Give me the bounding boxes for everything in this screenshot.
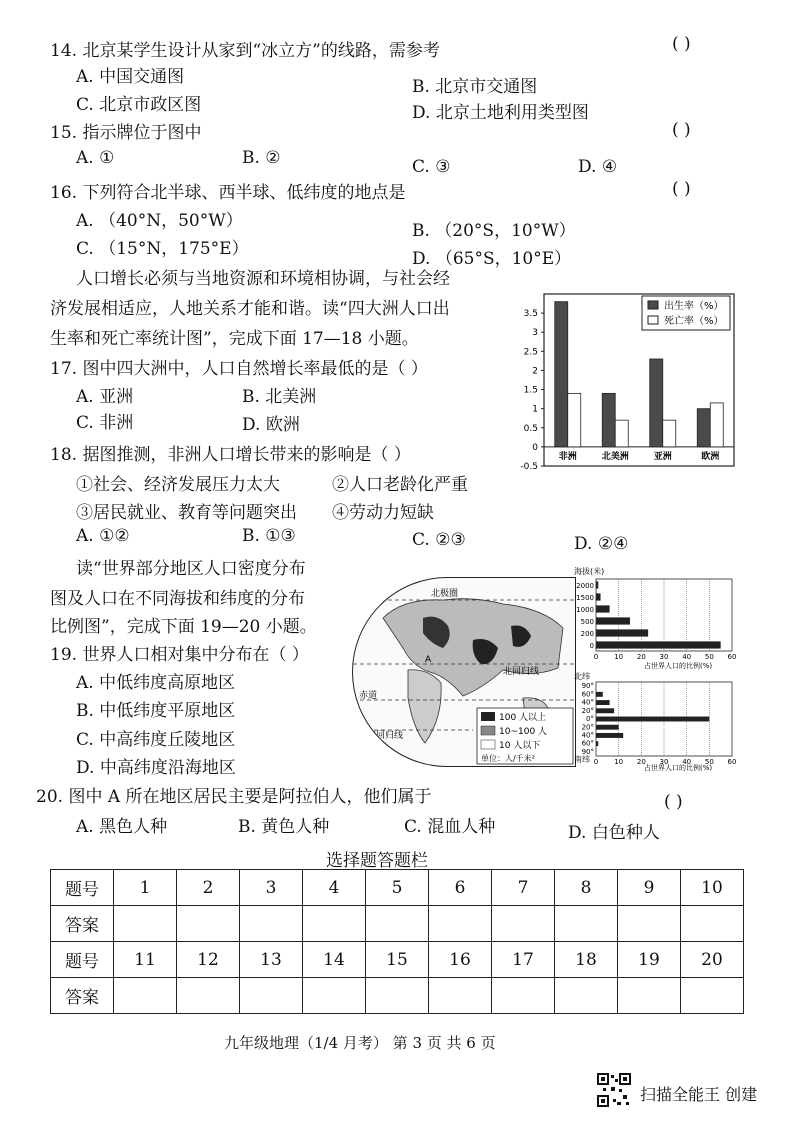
bar-birth xyxy=(697,409,710,447)
tropic-north-label: 北回归线 xyxy=(503,667,540,677)
question-number-cell: 15 xyxy=(366,942,429,978)
legend-medium-label: 10~100 人 xyxy=(499,727,548,737)
answer-cell[interactable] xyxy=(618,978,681,1014)
answer-cell[interactable] xyxy=(555,906,618,942)
q18-statement-3: ③居民就业、教育等问题突出 xyxy=(76,503,297,523)
x-tick-label: 0 xyxy=(593,653,599,661)
question-number-cell: 20 xyxy=(681,942,744,978)
question-number-cell: 10 xyxy=(681,870,744,906)
population-density-map xyxy=(352,577,576,767)
q20-stem: 20. 图中 A 所在地区居民主要是阿拉伯人，他们属于 xyxy=(36,787,432,807)
question-number-cell: 6 xyxy=(429,870,492,906)
latitude-ylabel: 北纬 xyxy=(574,672,590,681)
answer-cell[interactable] xyxy=(366,978,429,1014)
table-row xyxy=(51,870,744,906)
q15-option-a[interactable]: A. ① xyxy=(76,148,115,168)
answer-cell[interactable] xyxy=(429,978,492,1014)
q19-stem: 19. 世界人口相对集中分布在（ ） xyxy=(50,645,309,665)
intro17-line2: 济发展相适应，人地关系才能和谐。读“四大洲人口出 xyxy=(50,299,450,319)
q14-option-b[interactable]: B. 北京市交通图 xyxy=(412,77,538,97)
answer-cell[interactable] xyxy=(366,906,429,942)
x-tick-label: 50 xyxy=(704,653,714,661)
answer-cell[interactable] xyxy=(555,978,618,1014)
y-tick-label: 2.5 xyxy=(523,347,538,358)
bar xyxy=(596,708,614,713)
q15-option-d[interactable]: D. ④ xyxy=(578,157,618,177)
q14-option-a[interactable]: A. 中国交通图 xyxy=(76,67,185,87)
table-row xyxy=(51,942,744,978)
y-tick-label: 2 xyxy=(532,366,538,377)
category-label: 60° xyxy=(581,690,594,699)
answer-table xyxy=(50,869,744,1014)
intro19-line3: 比例图”，完成下面 19—20 小题。 xyxy=(50,617,317,637)
bar-death xyxy=(710,403,723,447)
question-number-cell: 19 xyxy=(618,942,681,978)
latitude-ylabel-south: 南纬 xyxy=(574,755,590,764)
intro17-line3: 生率和死亡率统计图”，完成下面 17—18 小题。 xyxy=(50,329,419,349)
q20-option-b[interactable]: B. 黄色人种 xyxy=(238,817,330,837)
answer-cell[interactable] xyxy=(492,906,555,942)
bar xyxy=(596,581,598,588)
intro17-line1: 人口增长必须与当地资源和环境相协调，与社会经 xyxy=(76,269,450,289)
answer-cell[interactable] xyxy=(114,906,177,942)
legend-unit-label: 单位：人/千米² xyxy=(481,754,535,763)
question-number-cell: 4 xyxy=(303,870,366,906)
category-label: 20° xyxy=(581,706,594,715)
page-footer: 九年级地理（1/4 月考） 第 3 页 共 6 页 xyxy=(224,1034,496,1052)
question-number-cell: 12 xyxy=(177,942,240,978)
q16-stem: 16. 下列符合北半球、西半球、低纬度的地点是 xyxy=(50,183,406,203)
question-number-cell: 14 xyxy=(303,942,366,978)
category-label: 90° xyxy=(581,747,594,756)
legend-death-swatch xyxy=(648,316,658,324)
category-label: 90° xyxy=(581,682,594,691)
q18-option-d[interactable]: D. ②④ xyxy=(574,534,629,554)
q17-option-a[interactable]: A. 亚洲 xyxy=(76,387,134,407)
answer-cell[interactable] xyxy=(177,906,240,942)
bar xyxy=(596,700,610,705)
bar-death xyxy=(663,420,676,447)
q16-option-a[interactable]: A. （40°N，50°W） xyxy=(76,211,243,231)
category-label: 60° xyxy=(581,739,594,748)
question-number-cell: 18 xyxy=(555,942,618,978)
q20-option-a[interactable]: A. 黑色人种 xyxy=(76,817,168,837)
q14-answer-paren[interactable]: ( ) xyxy=(672,34,691,54)
latitude-xlabel: 占世界人口的比例(%) xyxy=(644,764,713,772)
bar xyxy=(596,641,721,648)
question-number-cell: 5 xyxy=(366,870,429,906)
bar xyxy=(596,605,610,612)
q16-option-d[interactable]: D. （65°S，10°E） xyxy=(412,249,572,269)
q17-stem: 17. 图中四大洲中，人口自然增长率最低的是（ ） xyxy=(50,359,428,379)
q17-option-c[interactable]: C. 非洲 xyxy=(76,413,134,433)
q18-stem: 18. 据图推测，非洲人口增长带来的影响是（ ） xyxy=(50,445,411,465)
answer-cell[interactable] xyxy=(240,978,303,1014)
q17-option-d[interactable]: D. 欧洲 xyxy=(242,415,300,435)
q15-stem: 15. 指示牌位于图中 xyxy=(50,123,202,143)
scanner-brand-label: 扫描全能王 创建 xyxy=(640,1085,758,1104)
table-row xyxy=(51,906,744,942)
q15-option-b[interactable]: B. ② xyxy=(242,148,281,168)
x-tick-label: 0 xyxy=(593,758,599,766)
category-label: 欧洲 xyxy=(701,451,720,462)
bar-death xyxy=(568,393,581,447)
label-answer: 答案 xyxy=(51,906,114,942)
question-number-cell: 9 xyxy=(618,870,681,906)
x-tick-label: 30 xyxy=(659,758,669,766)
q18-statement-4: ④劳动力短缺 xyxy=(332,503,434,523)
answer-cell[interactable] xyxy=(114,978,177,1014)
q19-option-a[interactable]: A. 中低纬度高原地区 xyxy=(76,673,236,693)
category-label: 0 xyxy=(589,642,594,650)
legend-dense-label: 100 人以上 xyxy=(499,713,547,723)
category-label: 20° xyxy=(581,723,594,732)
y-tick-label: 1.5 xyxy=(523,385,538,396)
legend-medium-swatch xyxy=(481,726,495,735)
legend-dense-swatch xyxy=(481,712,495,721)
legend-death-label: 死亡率（%） xyxy=(664,316,724,327)
question-number-cell: 7 xyxy=(492,870,555,906)
x-tick-label: 40 xyxy=(682,758,692,766)
intro19-line2: 图及人口在不同海拔和纬度的分布 xyxy=(50,589,305,609)
y-tick-label: 1 xyxy=(532,404,538,415)
bar xyxy=(596,617,630,624)
answer-cell[interactable] xyxy=(240,906,303,942)
category-label: 亚洲 xyxy=(653,451,672,462)
bar-birth xyxy=(602,393,615,447)
bar xyxy=(596,593,601,600)
question-number-cell: 13 xyxy=(240,942,303,978)
category-label: 1500 xyxy=(576,594,594,602)
bar-death xyxy=(615,420,628,447)
question-number-cell: 3 xyxy=(240,870,303,906)
equator-label: 赤道 xyxy=(359,691,378,701)
x-tick-label: 20 xyxy=(636,653,646,661)
x-tick-label: 10 xyxy=(614,653,624,661)
answer-cell[interactable] xyxy=(429,906,492,942)
altitude-xlabel: 占世界人口的比例(%) xyxy=(644,662,713,670)
x-tick-label: 30 xyxy=(659,653,669,661)
bar xyxy=(596,717,709,722)
x-tick-label: 40 xyxy=(682,653,692,661)
bar-birth xyxy=(555,302,568,447)
y-tick-label: -0.5 xyxy=(520,462,538,472)
category-label: 40° xyxy=(581,698,594,707)
y-tick-label: 0 xyxy=(532,442,538,453)
answer-cell[interactable] xyxy=(681,978,744,1014)
africa-shape xyxy=(408,670,441,743)
q18-option-b[interactable]: B. ①③ xyxy=(242,526,296,546)
intro19-line1: 读“世界部分地区人口密度分布 xyxy=(76,559,306,579)
category-label: 500 xyxy=(580,618,594,626)
y-tick-label: 0.5 xyxy=(523,423,538,434)
q14-option-d[interactable]: D. 北京土地利用类型图 xyxy=(412,103,589,123)
q20-answer-paren[interactable]: ( ) xyxy=(664,792,683,812)
q18-statement-2: ②人口老龄化严重 xyxy=(332,475,468,495)
q15-answer-paren[interactable]: ( ) xyxy=(672,120,691,140)
legend-birth-swatch xyxy=(648,301,658,309)
question-number-cell: 17 xyxy=(492,942,555,978)
q19-option-d[interactable]: D. 中高纬度沿海地区 xyxy=(76,758,236,778)
q14-stem: 14. 北京某学生设计从家到“冰立方”的线路，需参考 xyxy=(50,41,440,61)
latitude-distribution-chart xyxy=(572,670,738,772)
y-tick-label: 3 xyxy=(532,328,538,339)
q17-option-b[interactable]: B. 北美洲 xyxy=(242,387,317,407)
bar xyxy=(596,733,623,738)
label-question-number: 题号 xyxy=(51,942,114,978)
answer-table-title: 选择题答题栏 xyxy=(326,851,428,871)
label-question-number: 题号 xyxy=(51,870,114,906)
bar xyxy=(596,725,619,730)
answer-cell[interactable] xyxy=(303,906,366,942)
bar xyxy=(596,741,598,746)
answer-cell[interactable] xyxy=(303,978,366,1014)
q15-option-c[interactable]: C. ③ xyxy=(412,157,451,177)
q18-statement-1: ①社会、经济发展压力太大 xyxy=(76,475,280,495)
legend-sparse-swatch xyxy=(481,740,495,749)
answer-cell[interactable] xyxy=(492,978,555,1014)
question-number-cell: 2 xyxy=(177,870,240,906)
q19-option-c[interactable]: C. 中高纬度丘陵地区 xyxy=(76,730,236,750)
altitude-ylabel: 海拔(米) xyxy=(574,567,605,576)
q16-option-c[interactable]: C. （15°N，175°E） xyxy=(76,239,249,259)
x-tick-label: 60 xyxy=(727,758,737,766)
tropic-south-label: 南回归线 xyxy=(367,731,404,741)
q18-option-c[interactable]: C. ②③ xyxy=(412,530,466,550)
q16-answer-paren[interactable]: ( ) xyxy=(672,179,691,199)
category-label: 40° xyxy=(581,731,594,740)
bar-birth xyxy=(650,359,663,447)
q20-option-d[interactable]: D. 白色种人 xyxy=(568,823,660,843)
q14-option-c[interactable]: C. 北京市政区图 xyxy=(76,95,202,115)
answer-cell[interactable] xyxy=(681,906,744,942)
question-number-cell: 8 xyxy=(555,870,618,906)
answer-cell[interactable] xyxy=(618,906,681,942)
question-number-cell: 11 xyxy=(114,942,177,978)
north-pole-circle-label: 北极圈 xyxy=(431,589,459,599)
altitude-distribution-chart xyxy=(572,565,738,670)
legend-birth-label: 出生率（%） xyxy=(664,301,724,312)
label-answer: 答案 xyxy=(51,978,114,1014)
category-label: 非洲 xyxy=(558,451,577,462)
question-number-cell: 1 xyxy=(114,870,177,906)
category-label: 0° xyxy=(586,715,594,724)
category-label: 2000 xyxy=(576,582,594,590)
x-tick-label: 50 xyxy=(704,758,714,766)
q20-option-c[interactable]: C. 混血人种 xyxy=(404,817,496,837)
legend-sparse-label: 10 人以下 xyxy=(499,741,541,751)
category-label: 1000 xyxy=(576,606,594,614)
x-tick-label: 20 xyxy=(636,758,646,766)
category-label: 200 xyxy=(580,630,594,638)
answer-cell[interactable] xyxy=(177,978,240,1014)
x-tick-label: 60 xyxy=(727,653,737,661)
label-a: A xyxy=(425,655,432,665)
birth-death-rate-chart xyxy=(508,290,738,480)
x-tick-label: 10 xyxy=(614,758,624,766)
qr-code-icon xyxy=(597,1073,631,1107)
q16-option-b[interactable]: B. （20°S，10°W） xyxy=(412,221,576,241)
q18-option-a[interactable]: A. ①② xyxy=(76,526,130,546)
question-number-cell: 16 xyxy=(429,942,492,978)
category-label: 北美洲 xyxy=(601,451,629,462)
q19-option-b[interactable]: B. 中低纬度平原地区 xyxy=(76,701,236,721)
bar xyxy=(596,629,648,636)
table-row xyxy=(51,978,744,1014)
y-tick-label: 3.5 xyxy=(523,309,538,320)
bar xyxy=(596,692,603,697)
